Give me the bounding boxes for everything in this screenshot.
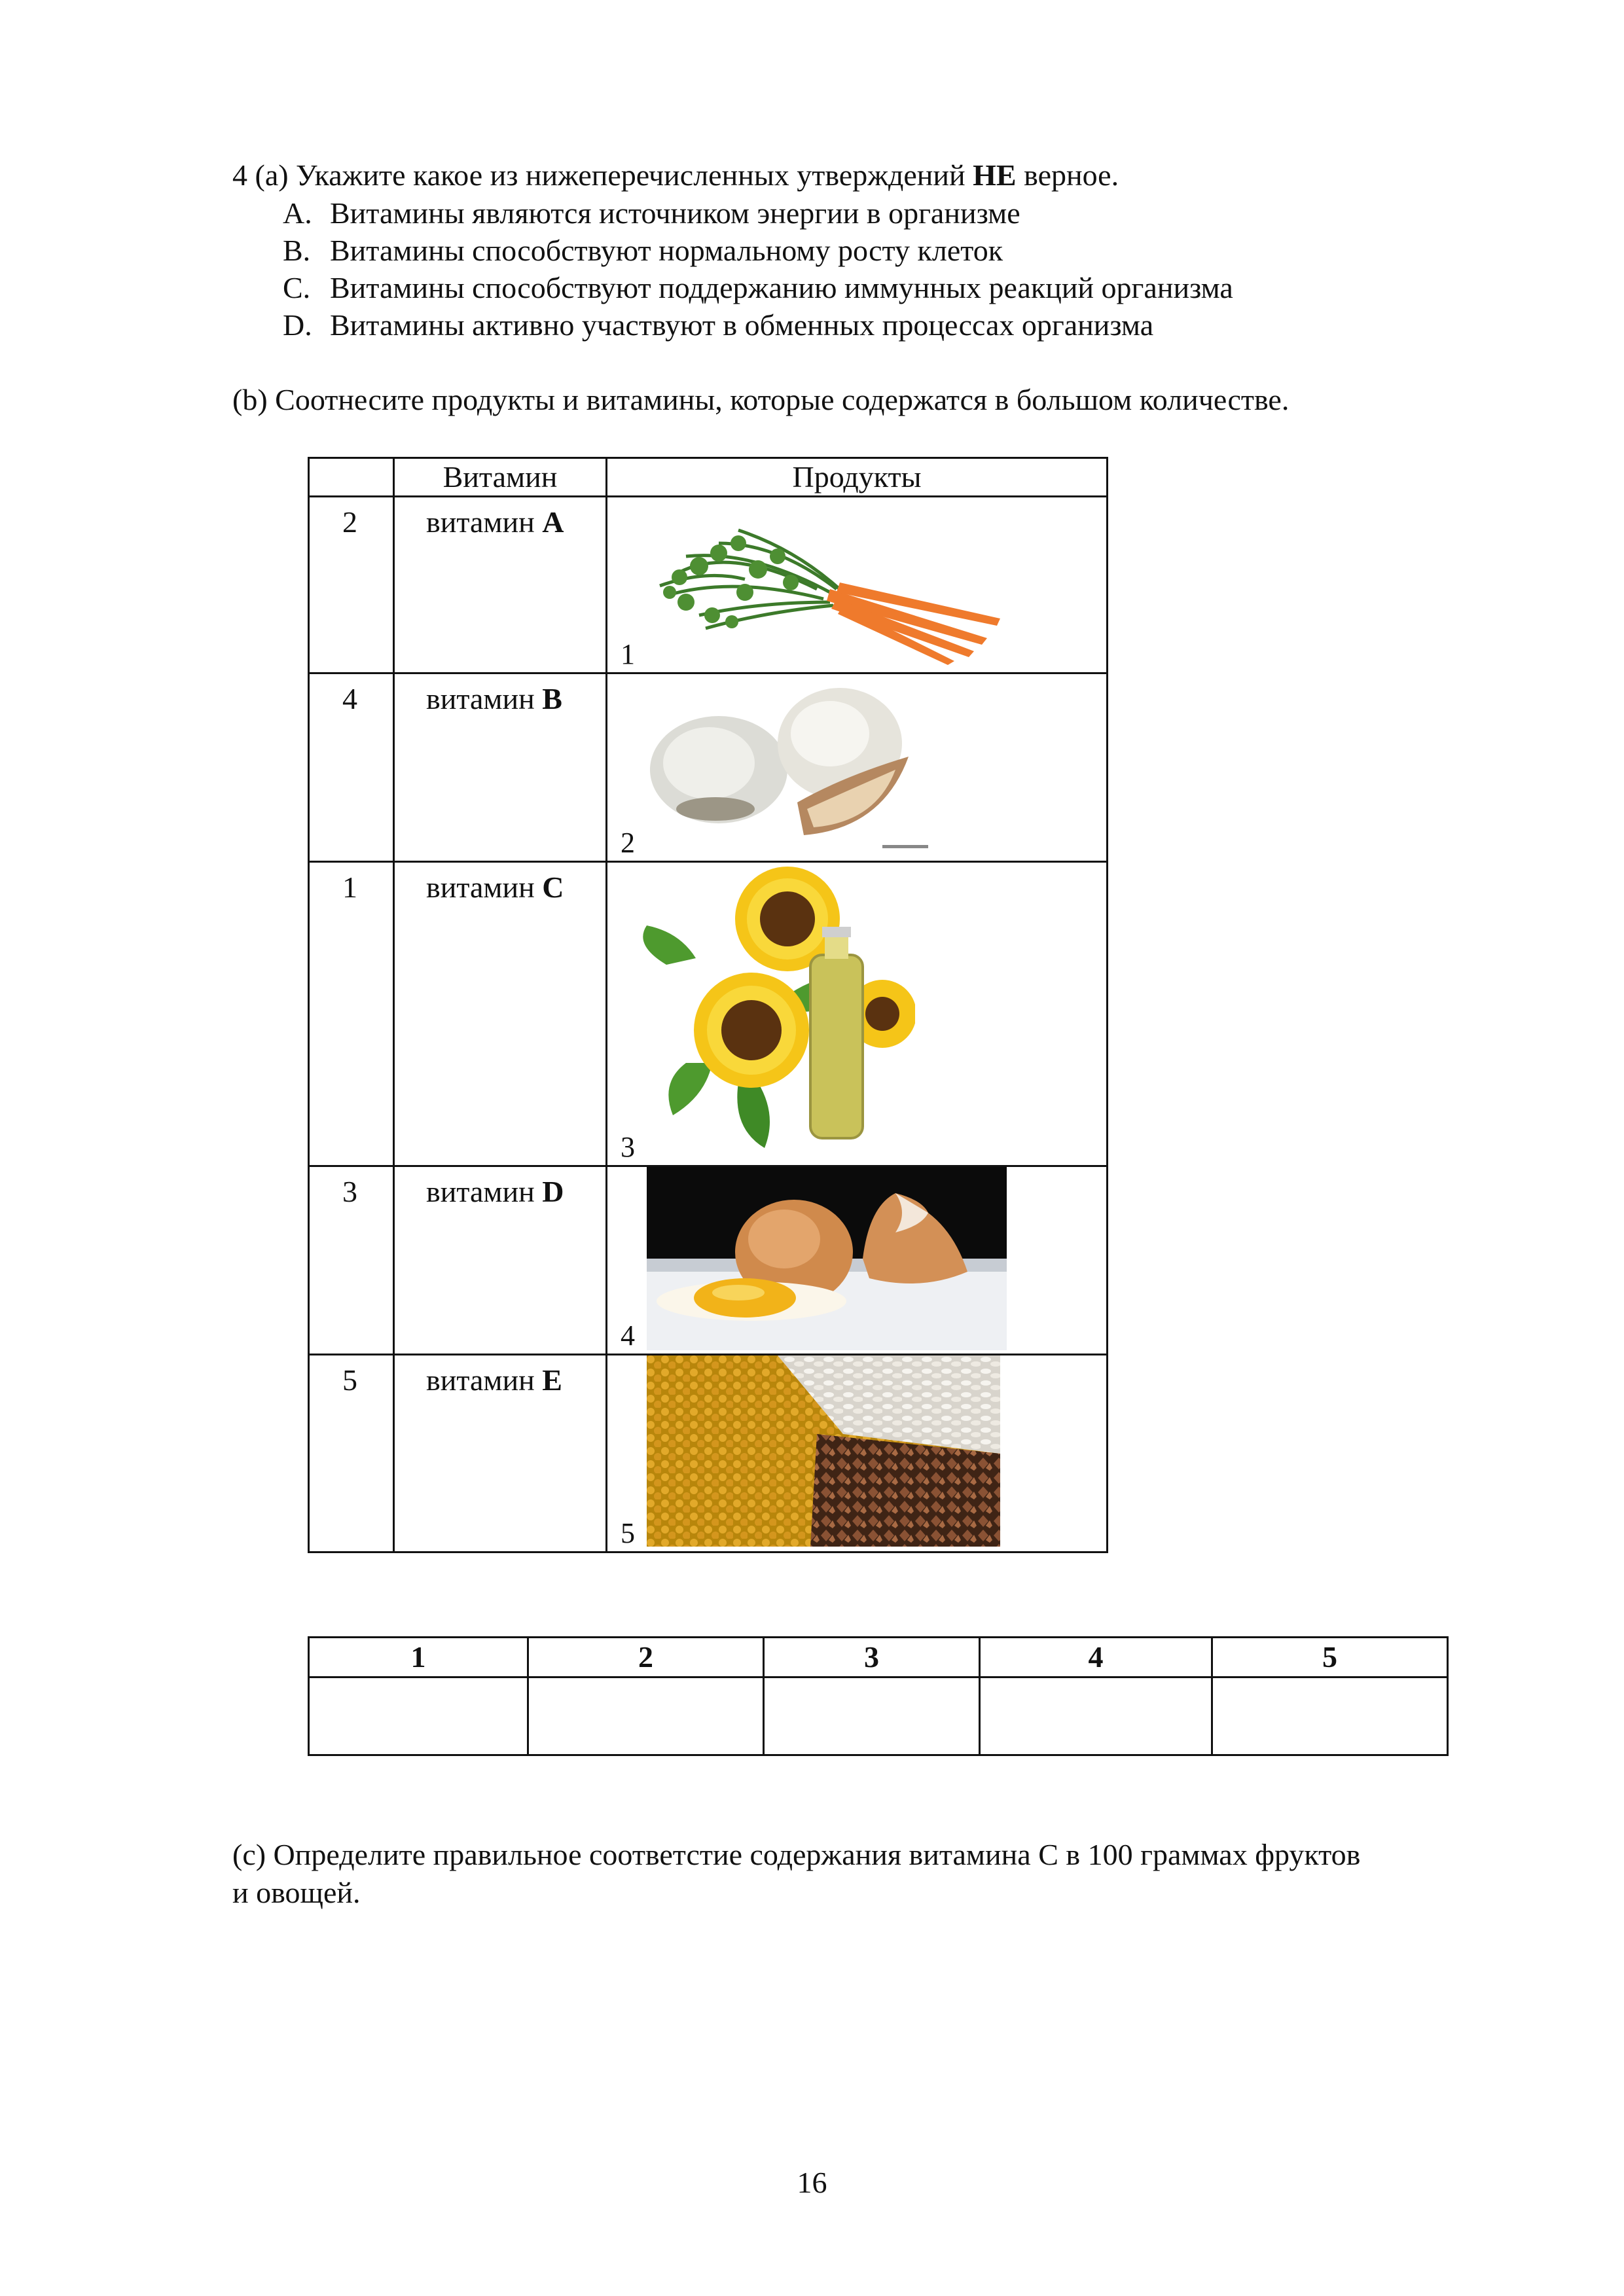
product-cell xyxy=(607,673,1108,862)
option-a xyxy=(283,195,1020,232)
vitamin-letter: D xyxy=(542,1175,564,1208)
header-vitamin: Витамин xyxy=(394,458,607,497)
vitamin-letter: C xyxy=(542,870,564,904)
answer-table xyxy=(308,1636,1449,1756)
product-number: 1 xyxy=(621,638,635,670)
row-number: 1 xyxy=(309,862,394,1166)
product-number: 4 xyxy=(621,1319,635,1352)
option-letter: A. xyxy=(283,196,312,230)
answer-header-cell: 2 xyxy=(528,1638,764,1677)
answer-header-cell: 3 xyxy=(764,1638,980,1677)
question-c-line-1: (c) Определите правильное соответстие содержания витамина С в 100 граммах фруктов xyxy=(232,1838,1361,1871)
carrots-icon xyxy=(647,504,1013,668)
answer-cell[interactable] xyxy=(980,1677,1212,1755)
vitamin-word: витамин xyxy=(426,505,543,539)
answer-cell[interactable] xyxy=(309,1677,528,1755)
vitamin-word: витамин xyxy=(426,682,543,715)
row-number: 4 xyxy=(309,673,394,862)
question-a-bold-word: НЕ xyxy=(973,158,1017,192)
row-number: 3 xyxy=(309,1166,394,1355)
vitamin-cell xyxy=(394,497,607,673)
vitamin-word: витамин xyxy=(426,1175,543,1208)
option-text: Витамины способствуют нормальному росту клеток xyxy=(330,234,1003,267)
product-number: 2 xyxy=(621,827,635,859)
answer-header-cell: 1 xyxy=(309,1638,528,1677)
vitamin-word: витамин xyxy=(426,870,543,904)
option-letter: B. xyxy=(283,234,311,267)
table-row xyxy=(309,1166,1108,1355)
product-number: 5 xyxy=(621,1517,635,1549)
answer-cell[interactable] xyxy=(1212,1677,1448,1755)
garlic-icon xyxy=(647,678,941,855)
table-row xyxy=(309,862,1108,1166)
matching-table xyxy=(308,457,1108,1553)
vitamin-cell xyxy=(394,1355,607,1552)
answer-cell[interactable] xyxy=(764,1677,980,1755)
product-cell xyxy=(607,1355,1108,1552)
option-text: Витамины способствуют поддержанию иммунных реакций организма xyxy=(330,271,1233,304)
vitamin-letter: B xyxy=(542,682,562,715)
vitamin-cell xyxy=(394,1166,607,1355)
header-empty-cell xyxy=(309,458,394,497)
table-row xyxy=(309,673,1108,862)
vitamin-cell xyxy=(394,862,607,1166)
question-a-suffix: верное. xyxy=(1016,158,1119,192)
answer-cell[interactable] xyxy=(528,1677,764,1755)
question-a-stem xyxy=(232,157,1119,194)
answer-header-cell: 5 xyxy=(1212,1638,1448,1677)
answer-header-cell: 4 xyxy=(980,1638,1212,1677)
answer-row xyxy=(309,1677,1448,1755)
option-c xyxy=(283,270,1233,306)
product-cell xyxy=(607,497,1108,673)
option-letter: D. xyxy=(283,308,312,342)
option-b xyxy=(283,232,1003,269)
option-text: Витамины являются источником энергии в организме xyxy=(330,196,1020,230)
vitamin-word: витамин xyxy=(426,1363,543,1397)
question-a-prefix: 4 (a) Укажите какое из нижеперечисленных утверждений xyxy=(232,158,973,192)
product-cell xyxy=(607,1166,1108,1355)
table-row xyxy=(309,1355,1108,1552)
row-number: 2 xyxy=(309,497,394,673)
option-letter: C. xyxy=(283,271,311,304)
matching-table-header xyxy=(309,458,1108,497)
option-d xyxy=(283,307,1153,344)
question-b-text: (b) Соотнесите продукты и витамины, которые содержатся в большом количестве. xyxy=(232,383,1290,416)
sunflower-oil-icon xyxy=(634,867,915,1161)
eggs-icon xyxy=(647,1167,1007,1350)
question-c-line-2: и овощей. xyxy=(232,1876,361,1909)
vitamin-cell xyxy=(394,673,607,862)
product-number: 3 xyxy=(621,1131,635,1163)
row-number: 5 xyxy=(309,1355,394,1552)
product-cell xyxy=(607,862,1108,1166)
grains-icon xyxy=(647,1355,1000,1547)
vitamin-letter: A xyxy=(542,505,564,539)
header-products: Продукты xyxy=(607,458,1108,497)
option-text: Витамины активно участвуют в обменных процессах организма xyxy=(330,308,1154,342)
table-row xyxy=(309,497,1108,673)
page-number: 16 xyxy=(797,2166,827,2199)
answer-table-header xyxy=(309,1638,1448,1677)
vitamin-letter: E xyxy=(542,1363,562,1397)
